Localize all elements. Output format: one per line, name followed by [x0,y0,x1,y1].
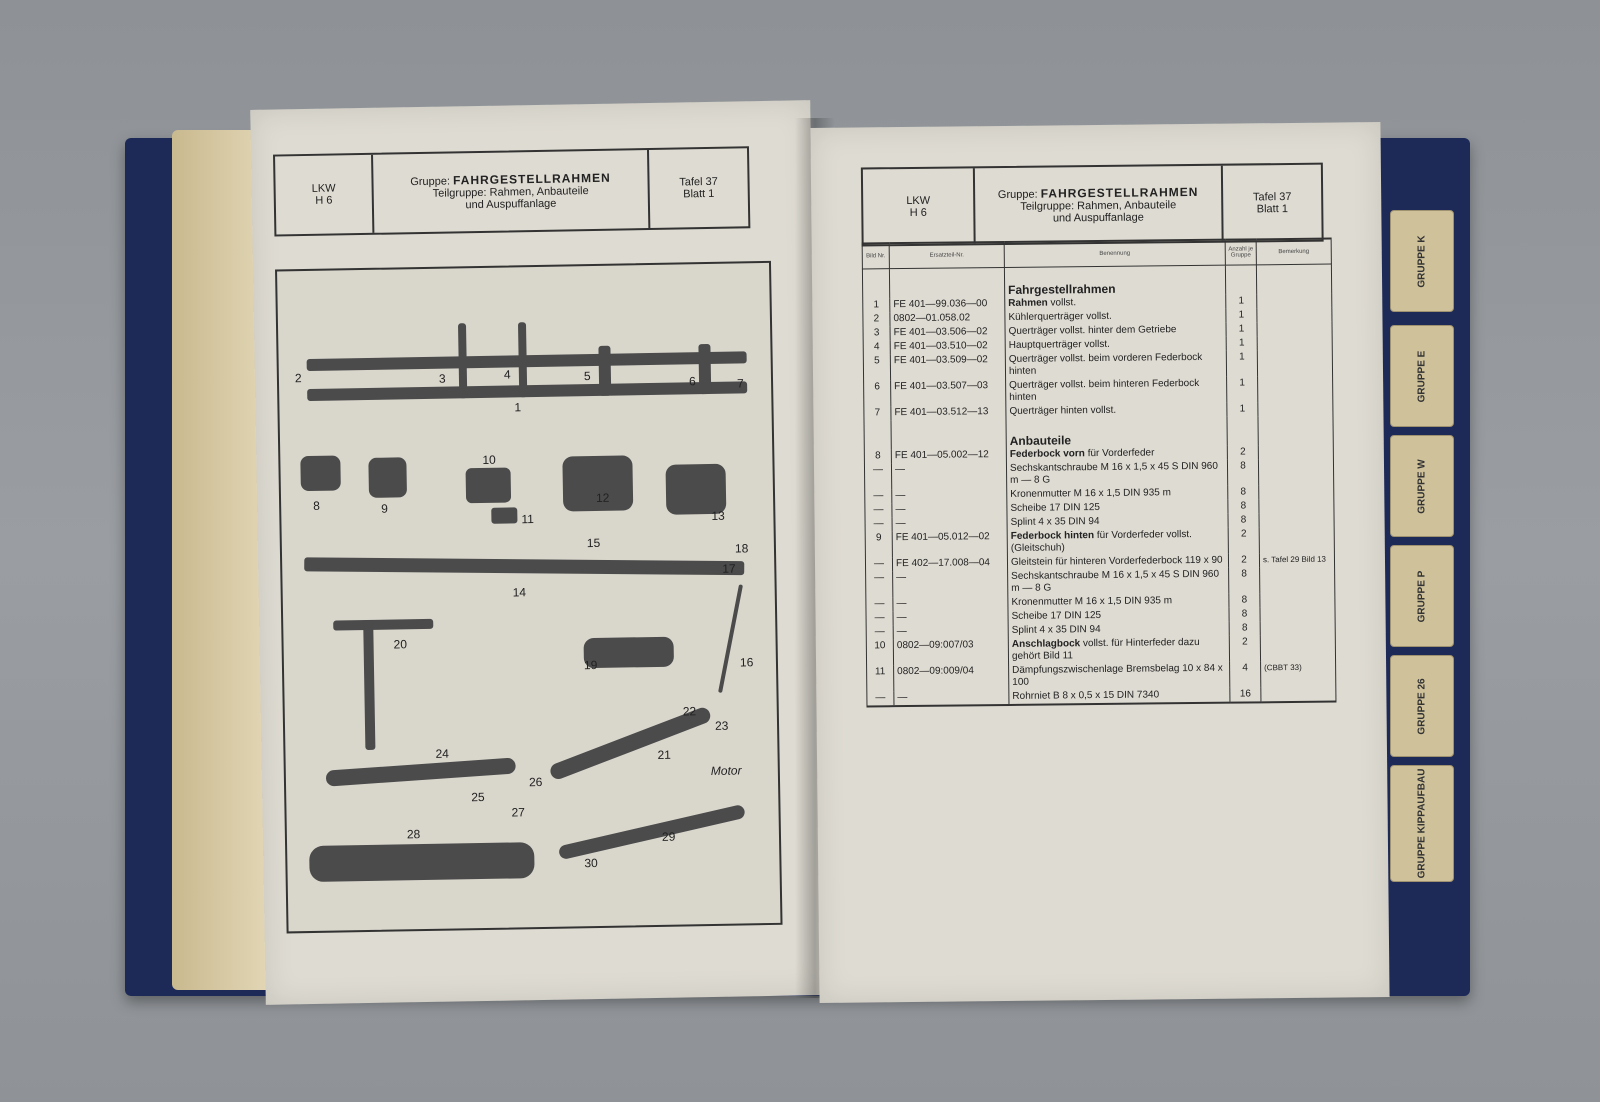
bild-cell: — [865,503,892,517]
fig-label-19: 19 [583,657,598,673]
part-number-cell: — [892,516,1007,531]
remark-cell [1257,294,1332,309]
bracket-10 [466,467,512,503]
part-number-cell: FE 401—05.002—12 [891,448,1006,463]
name-text: für Vorderfeder [1084,447,1155,460]
group-cell [373,150,650,233]
name-text: vollst. [1047,297,1077,309]
tab-gruppe-w[interactable]: GRUPPE W [1390,435,1454,537]
col-bemerkung: Bemerkung [1256,239,1331,265]
fig-label-23: 23 [714,718,729,733]
tafel: Tafel 37 [679,175,718,189]
name-text: Kronenmutter M 16 x 1,5 DIN 935 m [1011,595,1173,608]
vehicle-cell [863,168,976,244]
part-number-cell: FE 401—03.510—02 [890,339,1005,354]
fig-label-2: 2 [294,371,302,386]
bild-cell: 10 [866,639,893,665]
remark-cell [1257,336,1332,351]
fig-label-9: 9 [381,501,389,516]
name-text: für Vorderfeder vollst. (Gleitschuh) [1010,529,1192,554]
remark-cell [1260,635,1335,662]
fig-label-1: 1 [514,400,522,415]
fig-label-16: 16 [739,655,754,670]
quantity-cell: 1 [1227,402,1258,416]
part-number-cell: — [891,462,1006,489]
remark-cell [1261,687,1336,703]
vehicle-line1: LKW [906,194,931,207]
tab-gruppe-p[interactable]: GRUPPE P [1390,545,1454,647]
name-text: Querträger vollst. hinter dem Getriebe [1008,324,1177,337]
bracket-8 [300,455,341,491]
bild-cell: — [864,463,891,489]
part-number-cell: — [892,488,1007,503]
vehicle-line2: H 6 [909,206,927,219]
bracket-20-post [363,620,375,750]
group-prefix: Gruppe: [410,175,451,189]
parts-table [862,238,1337,708]
quantity-cell: 2 [1227,445,1258,459]
remark-cell [1257,350,1332,377]
quantity-cell: 8 [1229,567,1260,593]
remark-cell: s. Tafel 29 Bild 13 [1259,553,1334,568]
quantity-cell: 1 [1226,294,1257,308]
bild-cell: 8 [864,449,891,463]
quantity-cell: 8 [1227,459,1258,485]
name-text: Splint 4 x 35 DIN 94 [1010,516,1100,528]
rod-16 [718,584,743,693]
name-text: Scheibe 17 DIN 125 [1010,501,1100,514]
quantity-cell: 1 [1227,376,1258,402]
tab-gruppe-26[interactable]: GRUPPE 26 [1390,655,1454,757]
crossmember-4 [518,322,527,397]
name-cell [1009,688,1230,705]
part-number-cell: — [893,596,1008,611]
part-number-cell: FE 401—99.036—00 [890,297,1005,312]
quantity-cell: 1 [1226,336,1257,350]
quantity-cell: 8 [1228,499,1259,513]
remark-cell [1259,485,1334,500]
name-cell [1006,460,1227,488]
fig-label-18: 18 [734,541,749,556]
fig-label-8: 8 [313,498,320,513]
tab-gruppe-k[interactable]: GRUPPE K [1390,210,1454,312]
section-title: Fahrgestellrahmen [1004,265,1225,297]
fig-label-14: 14 [512,585,527,600]
part-number-cell: — [893,570,1008,597]
remark-cell [1260,607,1335,622]
group-name: FAHRGESTELLRAHMEN [1040,184,1199,201]
part-number-cell: FE 401—05.012—02 [892,530,1007,557]
quantity-cell: 2 [1228,553,1259,567]
part-number-cell: FE 401—03.512—13 [891,405,1006,420]
bild-cell: — [865,517,892,531]
tafel: Tafel 37 [1252,190,1292,203]
name-cell [1009,662,1230,690]
quantity-cell: 1 [1226,350,1257,376]
right-page [810,122,1389,1003]
name-cell [1005,351,1226,379]
remark-cell [1259,527,1334,554]
quantity-cell: 1 [1226,322,1257,336]
empty-cell [891,419,1006,449]
name-text: Hauptquerträger vollst. [1008,338,1110,351]
empty-cell [1227,416,1258,445]
bild-cell: — [865,557,892,571]
name-text: Rohrniet B 8 x 0,5 x 15 DIN 7340 [1012,689,1160,702]
bild-cell: — [867,691,894,706]
name-text: Scheibe 17 DIN 125 [1011,609,1102,622]
fig-label-10: 10 [482,452,496,467]
part-number-cell: 0802—09:007/03 [893,638,1008,665]
fig-label-20: 20 [393,637,408,652]
tafel-cell [1223,165,1322,241]
bracket-13 [665,464,726,515]
crossmember-5 [598,346,611,396]
fig-label-5: 5 [583,369,591,384]
fig-label-12: 12 [595,490,610,505]
right-header [861,163,1324,247]
col-benennung: Benennung [1004,240,1225,268]
tab-gruppe-kippaufbau[interactable]: GRUPPE KIPPAUFBAU [1390,765,1454,882]
remark-cell [1257,322,1332,337]
group-name: FAHRGESTELLRAHMEN [452,170,611,188]
bild-cell: — [865,489,892,503]
remark-cell [1258,445,1333,460]
col-bild: Bild Nr. [862,243,889,269]
quantity-cell: 16 [1230,687,1261,702]
fig-label-17: 17 [722,561,736,576]
part-number-cell: — [892,502,1007,517]
fig-label-11: 11 [521,512,535,527]
col-nr: Ersatzteil-Nr. [889,242,1004,269]
pad-11 [491,507,517,523]
bild-cell: 7 [864,406,891,420]
bracket-9 [368,457,407,498]
part-number-cell: — [893,610,1008,625]
bild-cell: — [866,597,893,611]
col-anzahl: Anzahl je Gruppe [1225,239,1256,265]
name-text: Sechskantschraube M 16 x 1,5 x 45 S DIN 960 m — 8 G [1011,568,1220,594]
quantity-cell: 8 [1229,593,1260,607]
blatt: Blatt 1 [1256,202,1288,215]
fig-label-30: 30 [584,856,598,871]
part-number-cell: FE 402—17.008—04 [892,556,1007,571]
bild-cell: 4 [863,340,890,354]
fig-label-21: 21 [657,747,672,762]
empty-cell [864,420,891,449]
blatt: Blatt 1 [683,187,715,201]
pipe-29 [558,804,746,860]
part-number-cell: — [894,690,1009,706]
fig-label-3: 3 [438,371,446,386]
group-prefix: Gruppe: [997,188,1038,201]
fig-label-25: 25 [471,789,485,805]
quantity-cell: 4 [1230,661,1261,687]
remark-cell [1259,513,1334,528]
fig-label-24: 24 [435,746,449,761]
bild-cell: — [866,611,893,625]
empty-cell [1258,416,1333,446]
tafel-cell [649,148,748,228]
remark-cell [1258,402,1333,417]
parts-figure [275,261,783,934]
part-number-cell: 0802—01.058.02 [890,311,1005,326]
subgroup-line2: und Auspuffanlage [1052,211,1144,224]
rail-14 [304,557,744,575]
fig-label-7: 7 [736,376,744,391]
part-number-cell: — [893,624,1008,639]
quantity-cell: 2 [1228,527,1259,553]
name-text: Kronenmutter M 16 x 1,5 DIN 935 m [1010,487,1171,500]
subgroup-line1: Teilgruppe: Rahmen, Anbauteile [1020,198,1177,213]
bracket-20-top [333,619,433,631]
fig-label-13: 13 [711,508,725,523]
name-bold: Federbock vorn [1009,448,1085,460]
bild-cell: 2 [863,312,890,326]
fig-label-6: 6 [688,374,696,389]
remark-cell [1258,376,1333,403]
name-text: Querträger hinten vollst. [1009,404,1117,417]
quantity-cell: 8 [1229,621,1260,635]
muffler-28 [309,842,535,882]
name-text: Kühlerquerträger vollst. [1008,310,1112,323]
bild-cell: 11 [867,665,894,691]
name-text: Splint 4 x 35 DIN 94 [1011,623,1101,636]
quantity-cell: 8 [1228,513,1259,527]
left-page [250,100,826,1005]
fig-label-4: 4 [503,367,511,382]
fig-label-26: 26 [528,774,543,790]
fig-label-28: 28 [406,827,421,842]
bild-cell: 1 [863,298,890,312]
name-text: Querträger vollst. beim vorderen Federbock hinten [1008,351,1203,377]
name-cell [1007,528,1228,556]
bild-cell: 5 [863,354,890,380]
bild-cell: — [866,625,893,639]
name-text: Sechskantschraube M 16 x 1,5 x 45 S DIN 960 m — 8 G [1009,460,1218,486]
name-cell [1008,568,1229,596]
fig-label-27: 27 [511,805,526,820]
crossmember-3 [458,323,467,398]
empty-cell [889,267,1004,298]
motor-label: Motor [710,763,742,779]
name-bold: Federbock hinten [1010,530,1095,542]
part-number-cell: FE 401—03.507—03 [891,379,1006,406]
remark-cell [1259,499,1334,514]
vehicle-cell [275,155,374,235]
tab-gruppe-e[interactable]: GRUPPE E [1390,325,1454,427]
quantity-cell: 8 [1229,607,1260,621]
remark-cell [1260,621,1335,636]
name-cell [1008,636,1229,664]
remark-cell [1258,459,1333,486]
part-number-cell: 0802—09:009/04 [894,664,1009,691]
fig-label-29: 29 [661,829,676,844]
subgroup-line1: Teilgruppe: Rahmen, Anbauteile [432,185,589,200]
name-cell [1006,377,1227,405]
name-bold: Anschlagbock [1011,638,1081,650]
subgroup-line2: und Auspuffanlage [465,197,557,212]
remark-cell [1257,308,1332,323]
index-tabs [1390,140,1460,940]
remark-cell [1260,567,1335,594]
group-cell [975,166,1224,244]
part-number-cell: FE 401—03.506—02 [890,325,1005,340]
remark-cell: (CBBT 33) [1261,661,1336,688]
vehicle-line1: LKW [311,182,336,195]
vehicle-line2: H 6 [315,194,333,207]
fig-label-22: 22 [682,704,697,719]
empty-cell [1256,264,1331,294]
empty-cell [862,269,889,299]
quantity-cell: 2 [1229,635,1260,661]
crossmember-6 [698,344,711,394]
name-text: vollst. für Hinterfeder dazu gehört Bild 11 [1011,636,1200,662]
name-text: Querträger vollst. beim hinteren Federbock hinten [1009,377,1200,403]
name-text: Gleitstein für hinteren Vorderfederbock 119 x 90 [1010,554,1223,568]
quantity-cell: 1 [1226,308,1257,322]
left-header [273,146,750,236]
remark-cell [1260,593,1335,608]
bild-cell: 9 [865,531,892,557]
pipe-24 [325,757,516,786]
quantity-cell: 8 [1228,485,1259,499]
bild-cell: 3 [863,326,890,340]
name-bold: Rahmen [1008,297,1048,309]
section-title: Anbauteile [1006,417,1227,448]
name-text: Dämpfungszwischenlage Bremsbelag 10 x 84 x 100 [1012,662,1223,688]
empty-cell [1225,265,1256,295]
bild-cell: 6 [864,380,891,406]
fig-label-15: 15 [586,535,601,551]
part-number-cell: FE 401—03.509—02 [890,353,1005,380]
bild-cell: — [866,571,893,597]
